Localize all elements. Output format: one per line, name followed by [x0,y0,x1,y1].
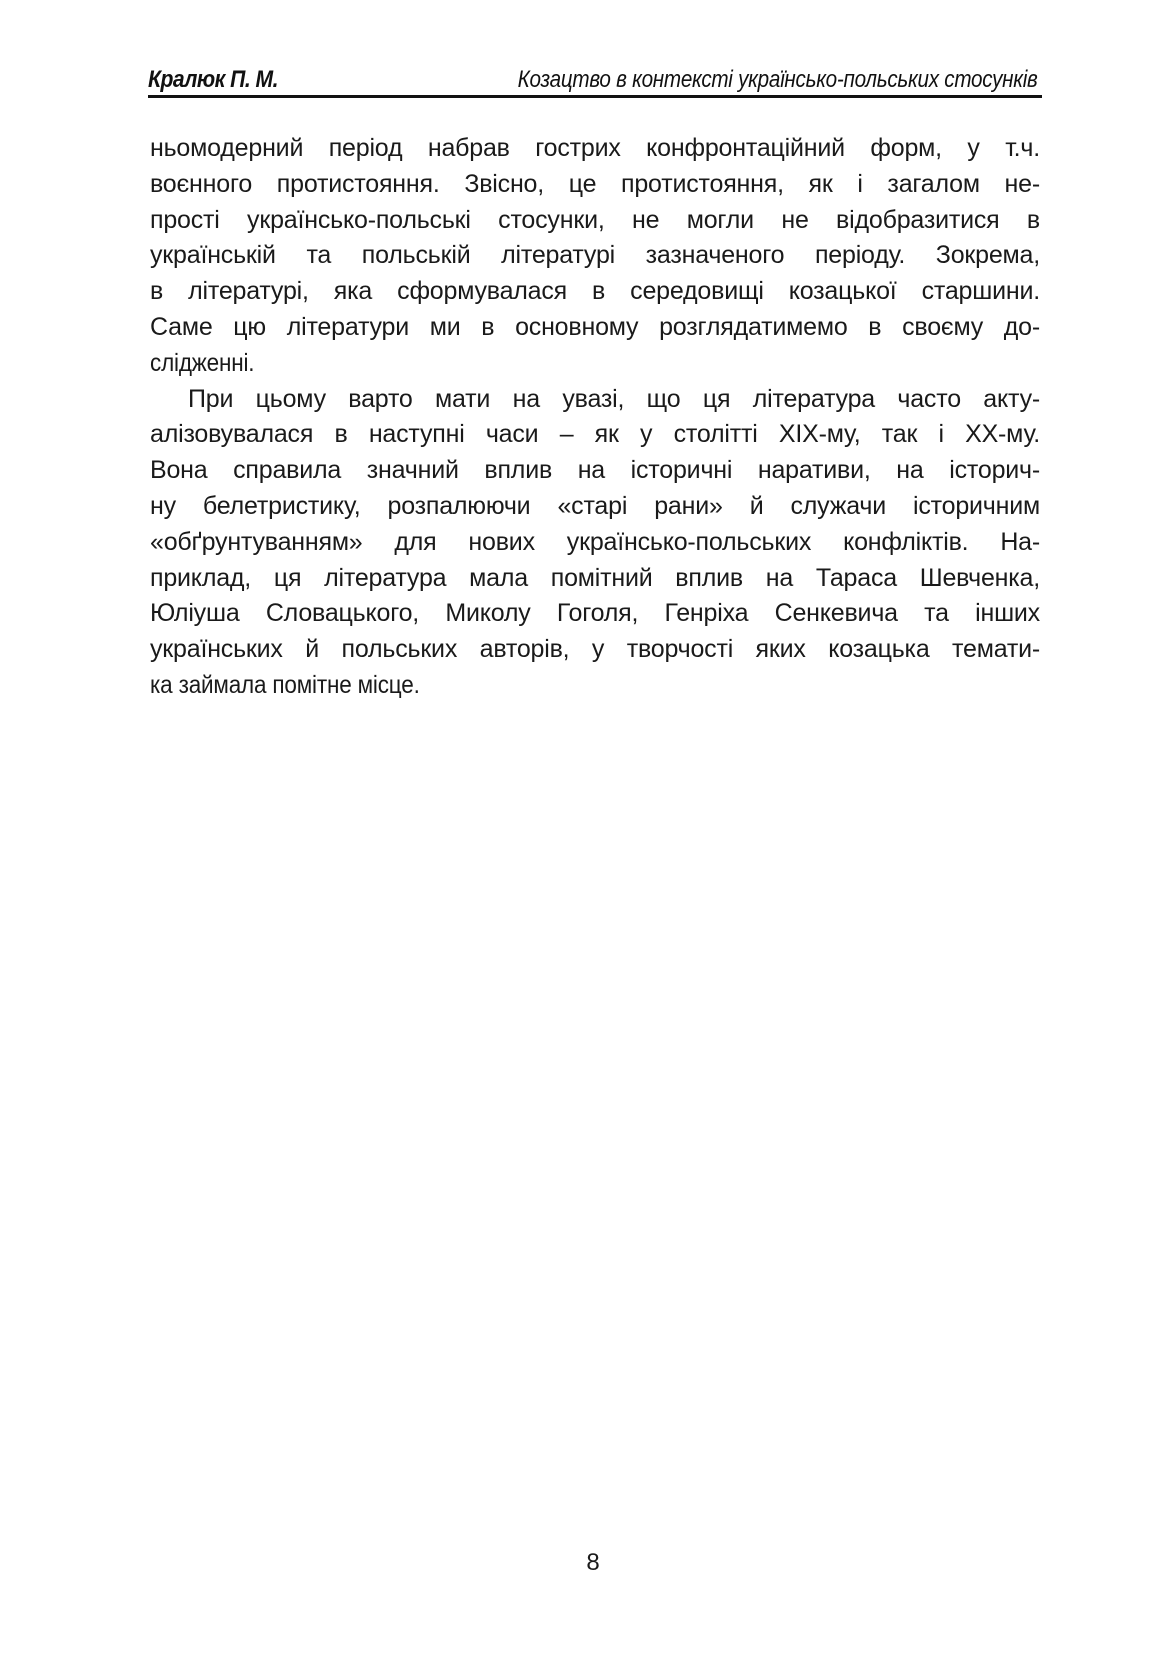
text-line: Вона справила значний вплив на історичні наративи, на історич- [150,456,1040,485]
header-author: Кралюк П. М. [148,66,278,93]
text-line: «обґрунтуванням» для нових українсько-польських конфліктів. На- [150,527,1040,556]
text-line: приклад, ця література мала помітний вплив на Тараса Шевченка, [150,563,1040,592]
text-line: українських й польських авторів, у творчості яких козацька темати- [150,635,1040,664]
text-line: прості українсько-польські стосунки, не могли не відобразитися в [150,205,1040,234]
body-text [150,131,1040,704]
text-line: слідженні. [150,348,255,377]
text-line: алізовувалася в наступні часи – як у столітті ХІХ-му, так і ХХ-му. [150,420,1040,449]
paragraph-2 [150,382,1040,704]
text-line: українській та польській літературі зазначеного періоду. Зокрема, [150,241,1040,270]
text-line: воєнного протистояння. Звісно, це протистояння, як і загалом не- [150,169,1040,198]
page-number: 8 [586,1549,600,1576]
text-line: ньомодерний період набрав гострих конфронтаційний форм, у т.ч. [150,134,1040,162]
header-title: Козацтво в контексті українсько-польських стосунків [518,66,1038,93]
text-line: Саме цю літератури ми в основному розглядатимемо в своєму до- [150,312,1040,341]
text-line: При цьому варто мати на увазі, що ця література часто акту- [188,384,1040,413]
text-line: Юліуша Словацького, Миколу Гоголя, Генріха Сенкевича та інших [150,599,1040,628]
paragraph-1 [150,131,1040,382]
text-line: ну белетристику, розпалюючи «старі рани» й служачи історичним [150,491,1040,520]
text-line: ка займала помітне місце. [150,670,420,699]
running-header [148,62,1042,98]
text-line: в літературі, яка сформувалася в середовищі козацької старшини. [150,277,1040,306]
